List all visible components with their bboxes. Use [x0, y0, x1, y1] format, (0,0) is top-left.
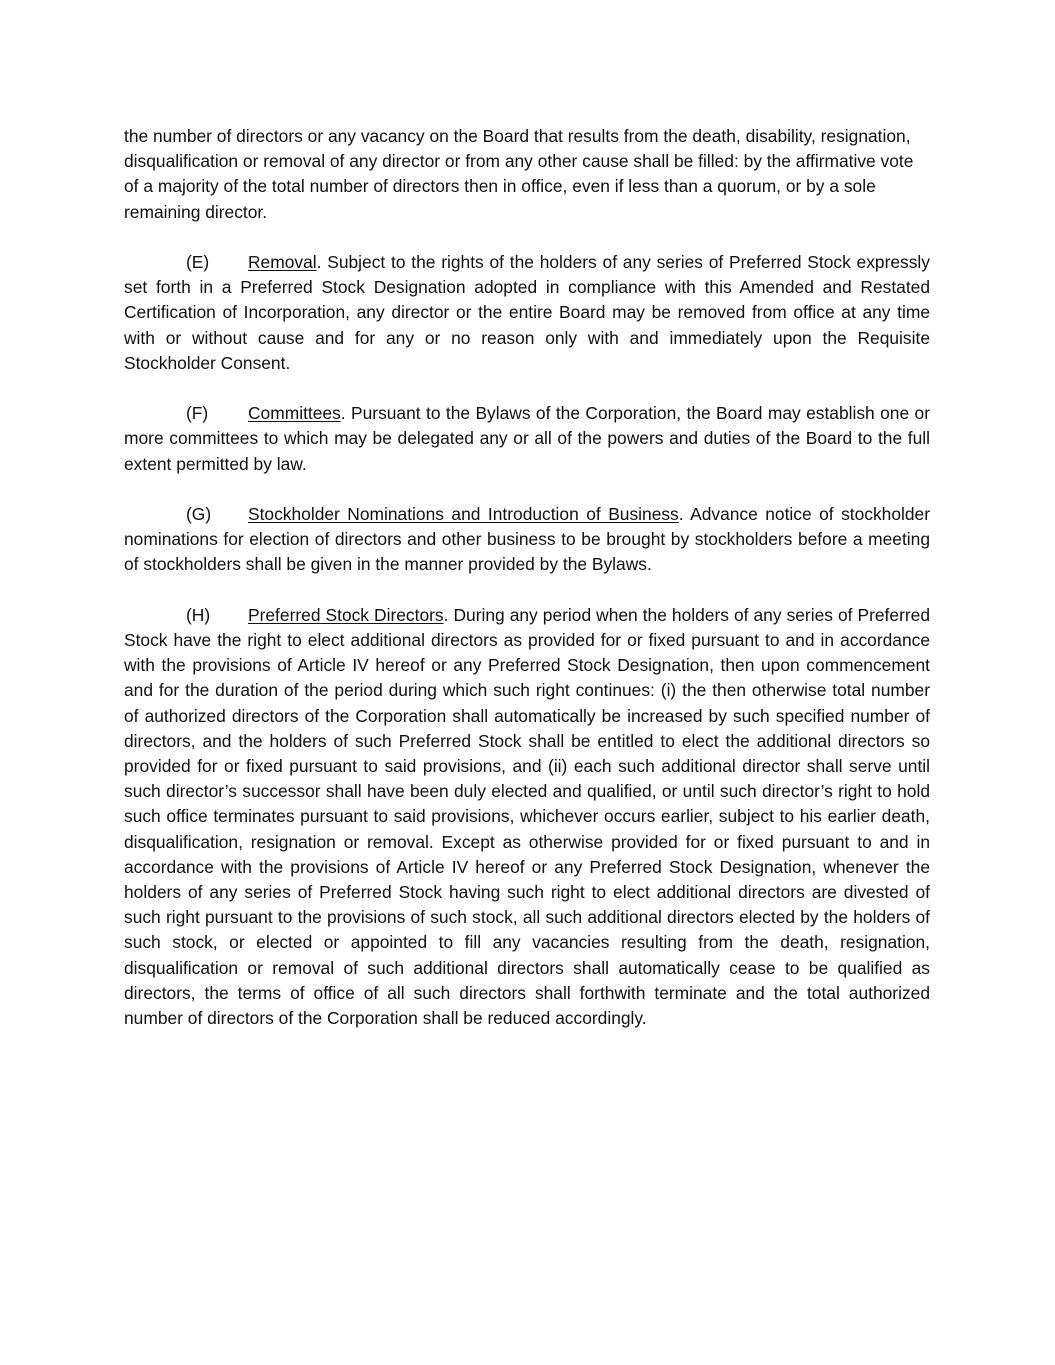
- section-f-committees: [124, 401, 930, 477]
- section-g-stockholder-nominations: [124, 502, 930, 578]
- section-body: . Pursuant to the Bylaws of the Corporation, the Board may establish one or more committees to which may be delegated any or all of the powers and duties of the Board to the full extent permitted by law.: [124, 403, 930, 474]
- section-body: . Advance notice of stockholder nominations for election of directors and other business to be brought by stockholders before a meeting of stockholders shall be given in the manner provided by the Bylaws.: [124, 504, 930, 575]
- section-h-preferred-stock-directors: [124, 603, 930, 1031]
- section-label: (H): [186, 604, 211, 625]
- section-label: (G): [186, 504, 212, 524]
- section-label: (E): [186, 252, 210, 272]
- section-heading: Stockholder Nominations and Introduction of Business: [248, 504, 679, 524]
- section-heading: Removal: [248, 252, 317, 272]
- section-body: . During any period when the holders of any series of Preferred Stock have the right to elect additional directors as provided for or fixed pursuant to and in accordance with the provisions of Article IV hereof or any Preferred Stock Designation, then upon commencement and for the duration of the period during which such right continues: (i) the then otherwise total number of authorized directors of the Corporation shall automatically be increased by such specified number of directors, and the holders of such Preferred Stock shall be entitled to elect the additional directors so provided for or fixed pursuant to said provisions, and (ii) each such additional director shall serve until such director’s successor shall have been duly elected and qualified, or until such director’s right to hold such office terminates pursuant to said provisions, whichever occurs earlier, subject to his earlier death, disqualification, resignation or removal. Except as otherwise provided for or fixed pursuant to and in accordance with the provisions of Article IV hereof or any Preferred Stock Designation, whenever the holders of any series of Preferred Stock having such right to elect additional directors are divested of such right pursuant to the provisions of such stock, all such additional directors elected by the holders of such stock, or elected or appointed to fill any vacancies resulting from the death, resignation, disqualification or removal of such additional directors shall automatically cease to be qualified as directors, the terms of office of all such directors shall forthwith terminate and the total authorized number of directors of the Corporation shall be reduced accordingly.: [124, 604, 930, 1029]
- section-body: . Subject to the rights of the holders of any series of Preferred Stock expressly set forth in a Preferred Stock Designation adopted in compliance with this Amended and Restated Certification of Incorporation, any director or the entire Board may be removed from office at any time with or without cause and for any or no reason only with and immediately upon the Requisite Stockholder Consent.: [124, 252, 930, 373]
- section-label: (F): [186, 403, 209, 424]
- section-heading: Committees: [248, 403, 341, 424]
- document-page: [124, 124, 930, 1056]
- intro-paragraph: the number of directors or any vacancy on the Board that results from the death, disability, resignation, disqualification or removal of any director or from any other cause shall be filled: by the affirmative vote of a majority of the total number of directors then in office, even if less than a quorum, or by a sole remaining director.: [124, 126, 914, 222]
- section-e-removal: [124, 250, 930, 376]
- section-heading: Preferred Stock Directors: [248, 604, 444, 625]
